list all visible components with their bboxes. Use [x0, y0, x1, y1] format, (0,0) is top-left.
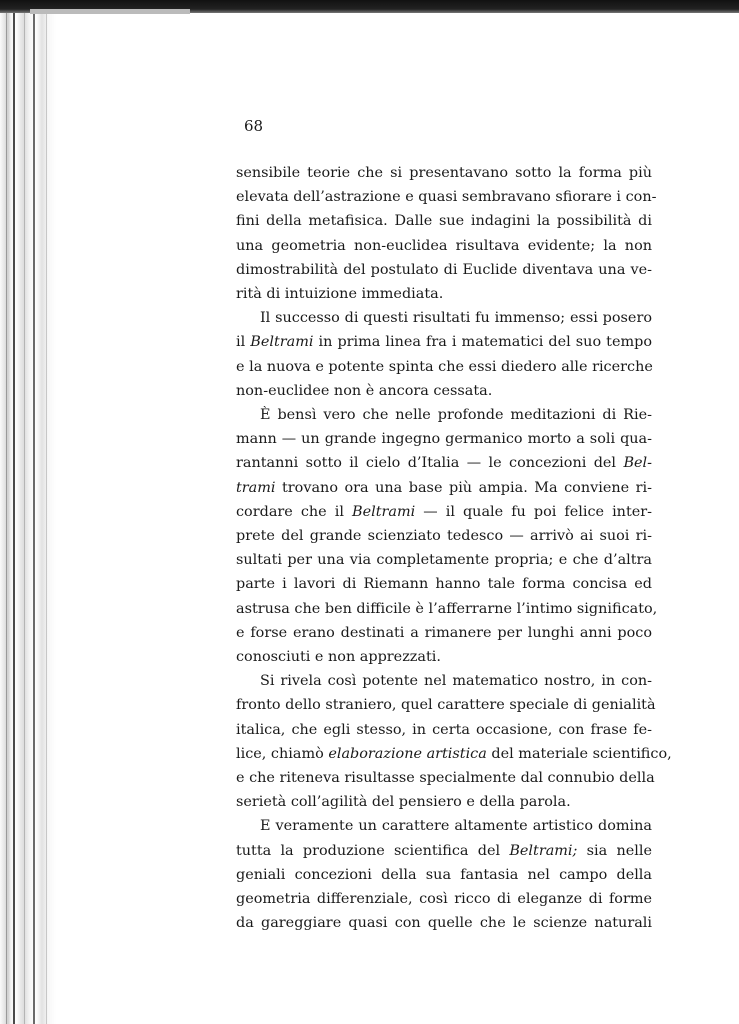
binding-shadow-line	[46, 0, 47, 1024]
text-line: cordare che il Beltrami — il quale fu poi felice inter-	[236, 503, 652, 520]
text-line: fronto dello straniero, quel carattere speciale di genialità	[236, 697, 656, 714]
binding-edge	[0, 0, 62, 1024]
text-line: e la nuova e potente spinta che essi diedero alle ricerche	[236, 358, 653, 375]
binding-shadow-line	[24, 0, 25, 1024]
text-line: e che riteneva risultasse specialmente dal connubio della	[236, 770, 655, 787]
text-line: sensibile teorie che si presentavano sotto la forma più	[236, 165, 652, 181]
text-line: fini della metafisica. Dalle sue indagini la possibilità di	[236, 213, 652, 230]
italic-name: Beltrami;	[509, 842, 578, 859]
paragraph	[236, 306, 652, 403]
text-line: da gareggiare quasi con quelle che le scienze naturali	[236, 915, 652, 932]
text-line: parte i lavori di Riemann hanno tale forma concisa ed	[236, 576, 652, 593]
text-line: dimostrabilità del postulato di Euclide diventava una ve-	[236, 261, 652, 278]
text-line: italica, che egli stesso, in certa occasione, con frase fe-	[236, 721, 652, 738]
text-line: non-euclidee non è ancora cessata.	[236, 382, 493, 399]
italic-name: trami	[236, 479, 276, 496]
binding-shadow-line	[33, 0, 35, 1024]
text-line: geometria differenziale, così ricco di eleganze di forme	[236, 891, 652, 908]
body-text	[236, 161, 672, 936]
italic-name: Bel-	[623, 455, 652, 472]
paragraph	[236, 669, 672, 814]
text-line: geniali concezioni della sua fantasia nel campo della	[236, 866, 652, 883]
text-line: serietà coll’agilità del pensiero e della parola.	[236, 794, 571, 811]
paragraph	[236, 403, 658, 669]
italic-name: Beltrami	[352, 503, 416, 520]
text-line: rità di intuizione immediata.	[236, 286, 444, 303]
text-line: mann — un grande ingegno germanico morto a soli qua-	[236, 431, 652, 448]
page-number: 68	[244, 117, 264, 135]
text-line: prete del grande scienziato tedesco — arrivò ai suoi ri-	[236, 528, 652, 545]
italic-name: Beltrami	[250, 334, 314, 351]
text-line: una geometria non-euclidea risultava evidente; la non	[236, 237, 652, 254]
text-line: trami trovano ora una base più ampia. Ma conviene ri-	[236, 479, 652, 496]
text-line: elevata dell’astrazione e quasi sembravano sfiorare i con-	[236, 189, 657, 206]
paragraph	[236, 161, 657, 306]
text-line: È bensì vero che nelle profonde meditazioni di Rie-	[260, 407, 652, 424]
text-line: rantanni sotto il cielo d’Italia — le concezioni del Bel-	[236, 455, 652, 472]
paragraph	[236, 814, 652, 935]
text-line: astrusa che ben difficile è l’afferrarne l’intimo significato,	[236, 600, 658, 617]
text-line: tutta la produzione scientifica del Beltrami; sia nelle	[236, 842, 652, 859]
binding-shadow-line	[13, 0, 15, 1024]
text-line: conosciuti e non apprezzati.	[236, 649, 441, 666]
text-line: sultati per una via completamente propria; e che d’altra	[236, 552, 652, 569]
text-line: E veramente un carattere altamente artistico domina	[260, 818, 652, 835]
text-line: e forse erano destinati a rimanere per lunghi anni poco	[236, 624, 652, 641]
top-scan-border-highlight	[30, 9, 190, 14]
italic-name: elaborazione artistica	[328, 745, 487, 762]
text-line: Il successo di questi risultati fu immenso; essi posero	[260, 310, 652, 327]
text-line: Si rivela così potente nel matematico nostro, in con-	[260, 673, 652, 690]
text-line: lice, chiamò elaborazione artistica del materiale scientifico,	[236, 745, 672, 762]
text-line: il Beltrami in prima linea fra i matematici del suo tempo	[236, 334, 652, 351]
binding-shadow-line	[6, 0, 7, 1024]
